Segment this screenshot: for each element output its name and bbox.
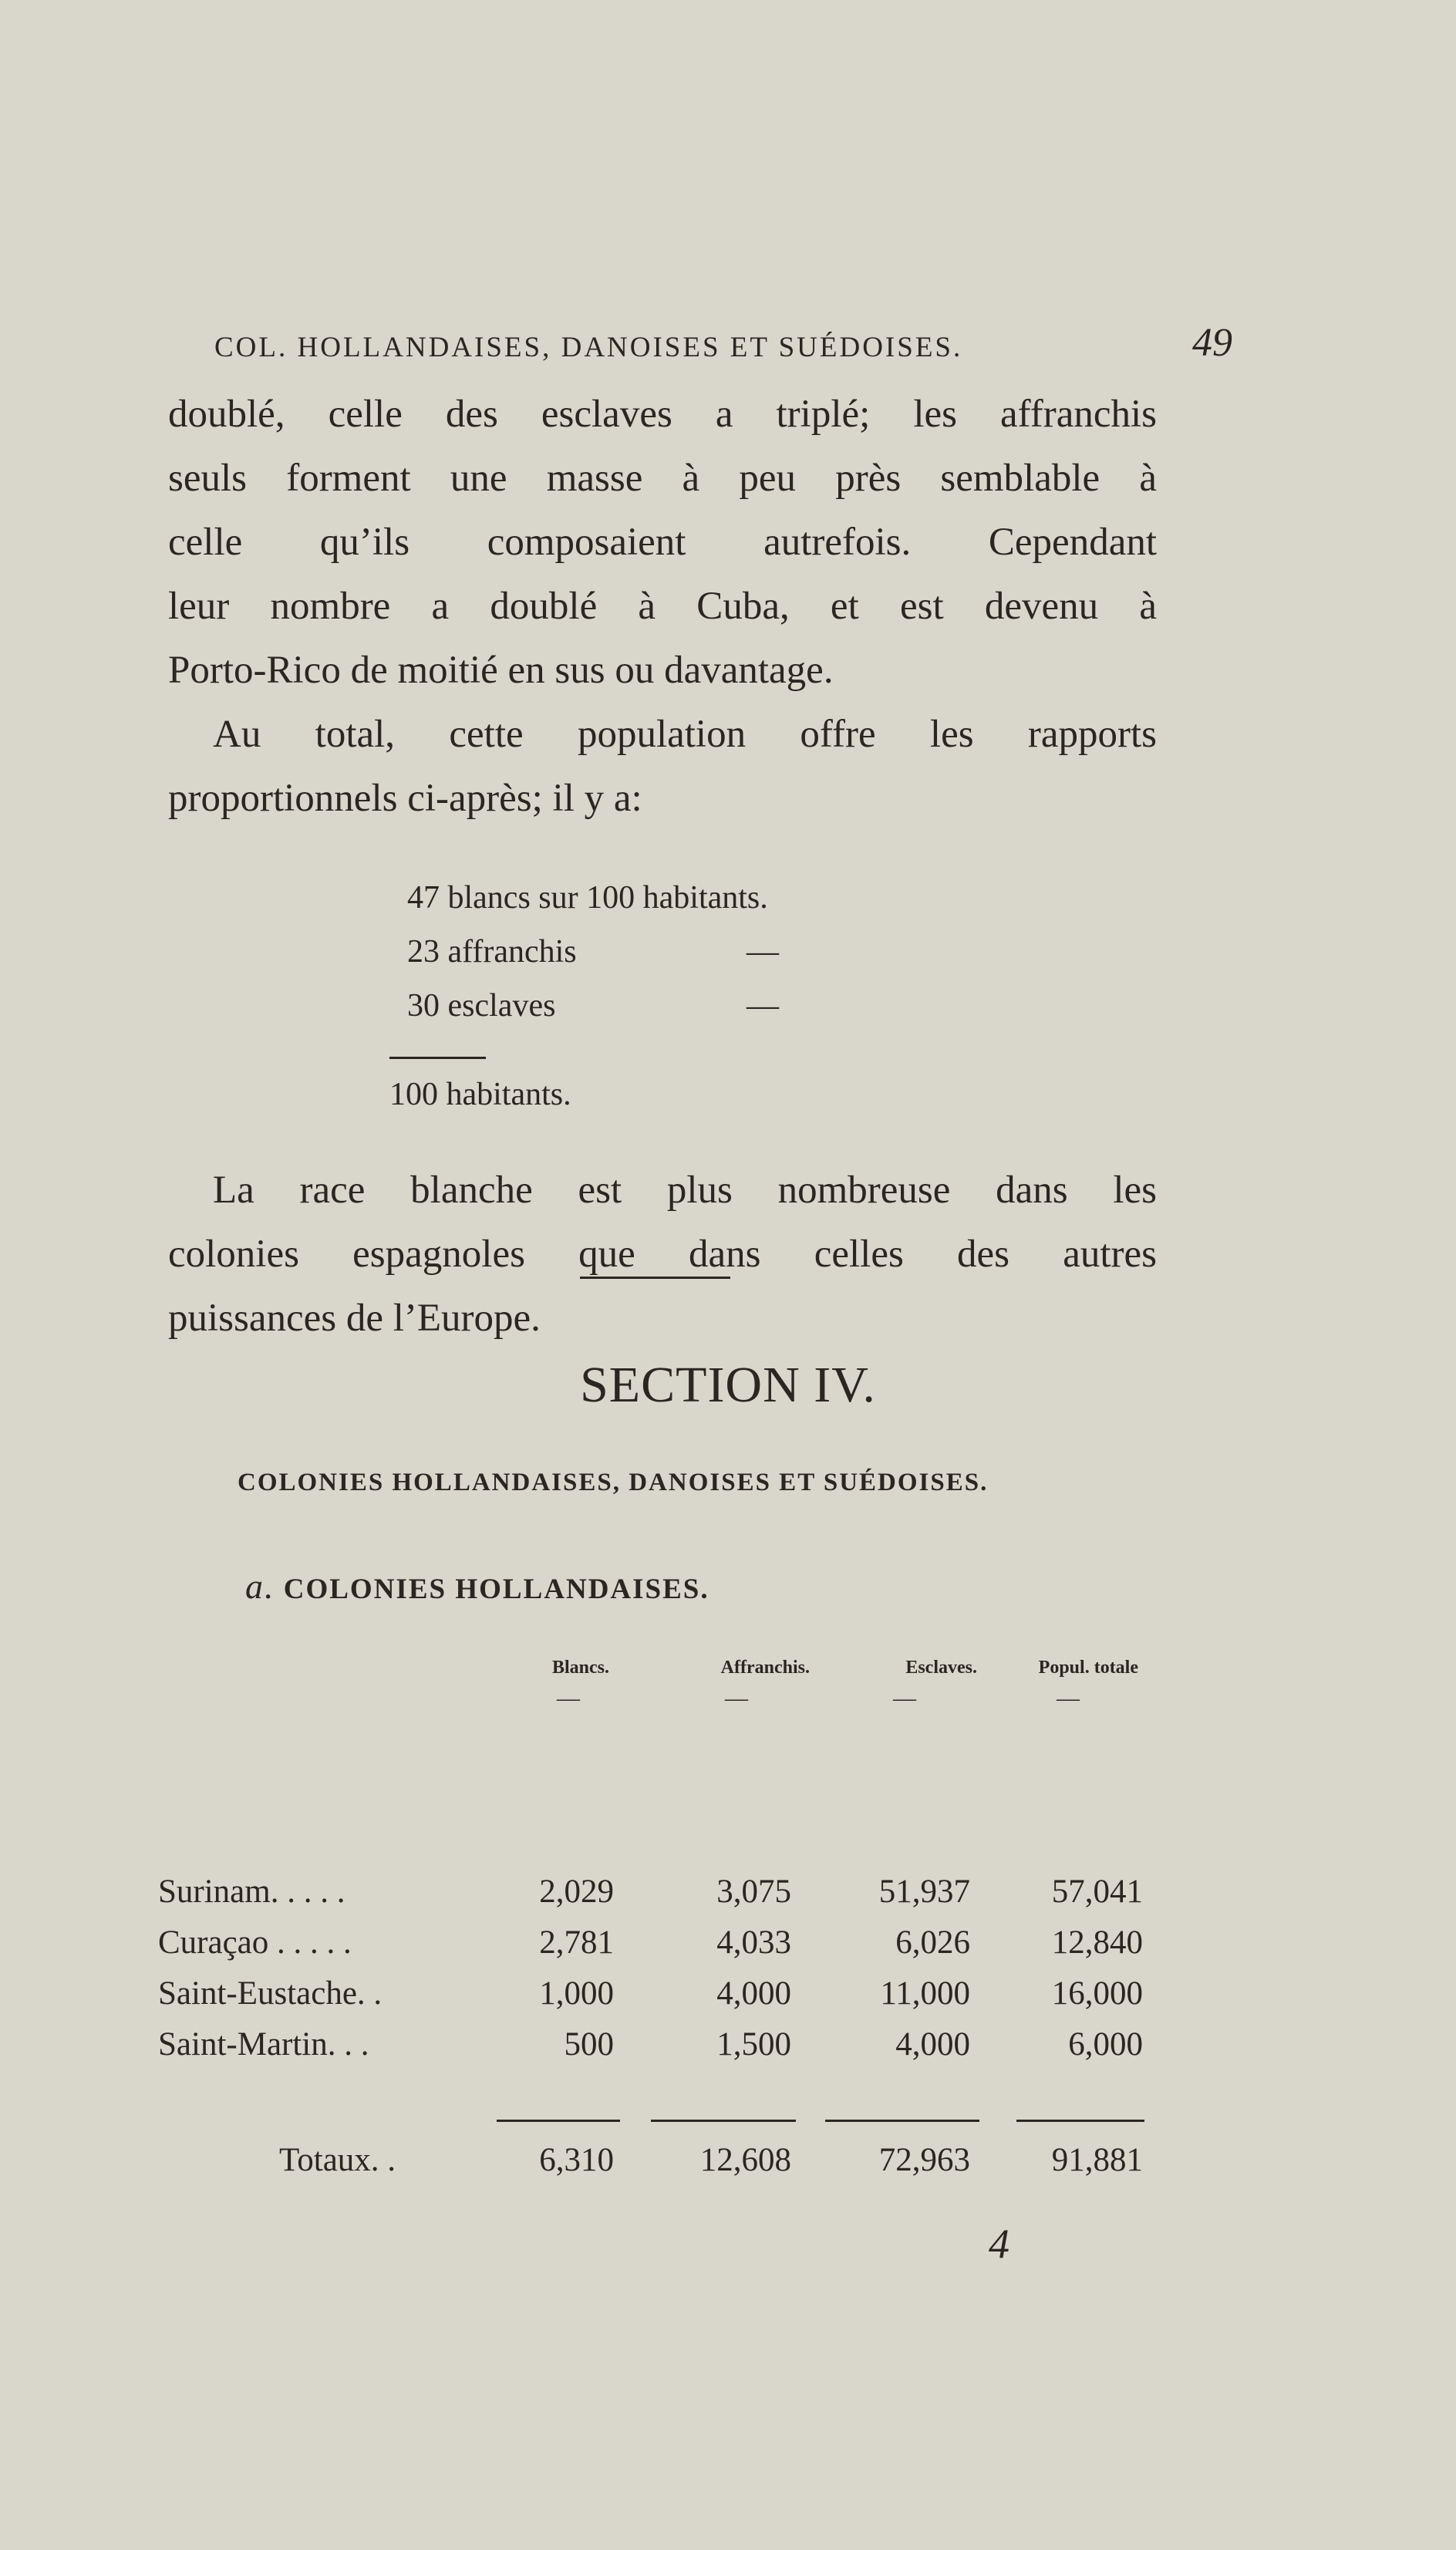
paragraph-2 [168, 703, 1157, 831]
column-header-blancs: Blancs. [551, 1658, 609, 1678]
text-line: proportionnels ci-après; il y a: [168, 777, 642, 820]
section-divider [580, 1277, 730, 1279]
text-line: La race blanche est plus nombreuse dans les [213, 1169, 1157, 1212]
totals-cell: 12,608 [699, 2142, 791, 2178]
table-cell: 11,000 [880, 1975, 970, 2012]
table-cell: 4,000 [716, 1975, 791, 2012]
column-header-esclaves: Esclaves. [905, 1658, 977, 1678]
proportion-total: 100 habitants. [389, 1077, 571, 1112]
table-cell: 3,075 [716, 1874, 791, 1910]
text-line: doublé, celle des esclaves a triplé; les affranchis [168, 393, 1157, 436]
running-header-title: COL. HOLLANDAISES, DANOISES ET SUÉDOISES. [214, 332, 963, 363]
section-subtitle: COLONIES HOLLANDAISES, DANOISES ET SUÉDOISES. [238, 1469, 989, 1496]
table-cell: 4,000 [895, 2026, 970, 2063]
proportion-row-affranchis: 23 affranchis [407, 934, 577, 970]
sum-rule [825, 2120, 979, 2122]
table-cell: 1,000 [539, 1975, 614, 2012]
text-line: seuls forment une masse à peu près semblable à [168, 457, 1157, 500]
table-cell: 500 [564, 2026, 614, 2063]
proportion-row-esclaves: 30 esclaves [407, 988, 556, 1024]
table-row-label: Curaçao . . . . . [158, 1924, 352, 1961]
table-row-label: Saint-Eustache. . [158, 1975, 383, 2012]
text-line: Au total, cette population offre les rapports [213, 713, 1157, 756]
ditto-dash: — [747, 988, 779, 1024]
ditto-dash: — [747, 934, 779, 970]
text-line: puissances de l’Europe. [168, 1297, 541, 1340]
column-header-dash: — [1057, 1685, 1080, 1711]
table-row-label: Saint-Martin. . . [158, 2026, 369, 2063]
subsection-letter: a. [245, 1567, 275, 1606]
table-cell: 1,500 [716, 2026, 791, 2063]
paragraph-3 [168, 1159, 1157, 1351]
paragraph-1 [168, 383, 1157, 703]
table-cell: 2,029 [539, 1874, 614, 1910]
sum-rule [1016, 2120, 1144, 2122]
proportion-row-blancs: 47 blancs sur 100 habitants. [407, 880, 768, 916]
signature-mark: 4 [989, 2221, 1009, 2267]
text-line: celle qu’ils composaient autrefois. Cependant [168, 521, 1157, 564]
sum-rule [651, 2120, 796, 2122]
totals-label: Totaux. . [279, 2142, 396, 2178]
sum-rule [497, 2120, 620, 2122]
table-cell: 6,000 [1068, 2026, 1143, 2063]
section-title: SECTION IV. [580, 1357, 876, 1413]
totals-cell: 6,310 [539, 2142, 614, 2178]
column-header-dash: — [557, 1685, 580, 1711]
table-cell: 2,781 [539, 1924, 614, 1961]
table-cell: 4,033 [716, 1924, 791, 1961]
text-line: colonies espagnoles que dans celles des autres [168, 1233, 1157, 1276]
table-cell: 57,041 [1051, 1874, 1143, 1910]
subsection-title [245, 1566, 709, 1607]
table-row-label: Surinam. . . . . [158, 1874, 345, 1910]
table-cell: 12,840 [1051, 1924, 1143, 1961]
column-header-dash: — [893, 1685, 916, 1711]
table-cell: 51,937 [878, 1874, 970, 1910]
column-header-population-totale: Popul. totale [1038, 1658, 1138, 1678]
running-header [214, 321, 1232, 373]
column-header-affranchis: Affranchis. [720, 1658, 810, 1678]
totals-cell: 72,963 [878, 2142, 970, 2178]
sum-rule [389, 1057, 486, 1059]
text-line: leur nombre a doublé à Cuba, et est devenu à [168, 585, 1157, 628]
page-number: 49 [1192, 321, 1232, 365]
subsection-text: COLONIES HOLLANDAISES. [283, 1574, 709, 1605]
table-cell: 16,000 [1051, 1975, 1143, 2012]
table-cell: 6,026 [895, 1924, 970, 1961]
totals-cell: 91,881 [1051, 2142, 1143, 2178]
text-line: Porto-Rico de moitié en sus ou davantage. [168, 649, 834, 692]
column-header-dash: — [725, 1685, 748, 1711]
